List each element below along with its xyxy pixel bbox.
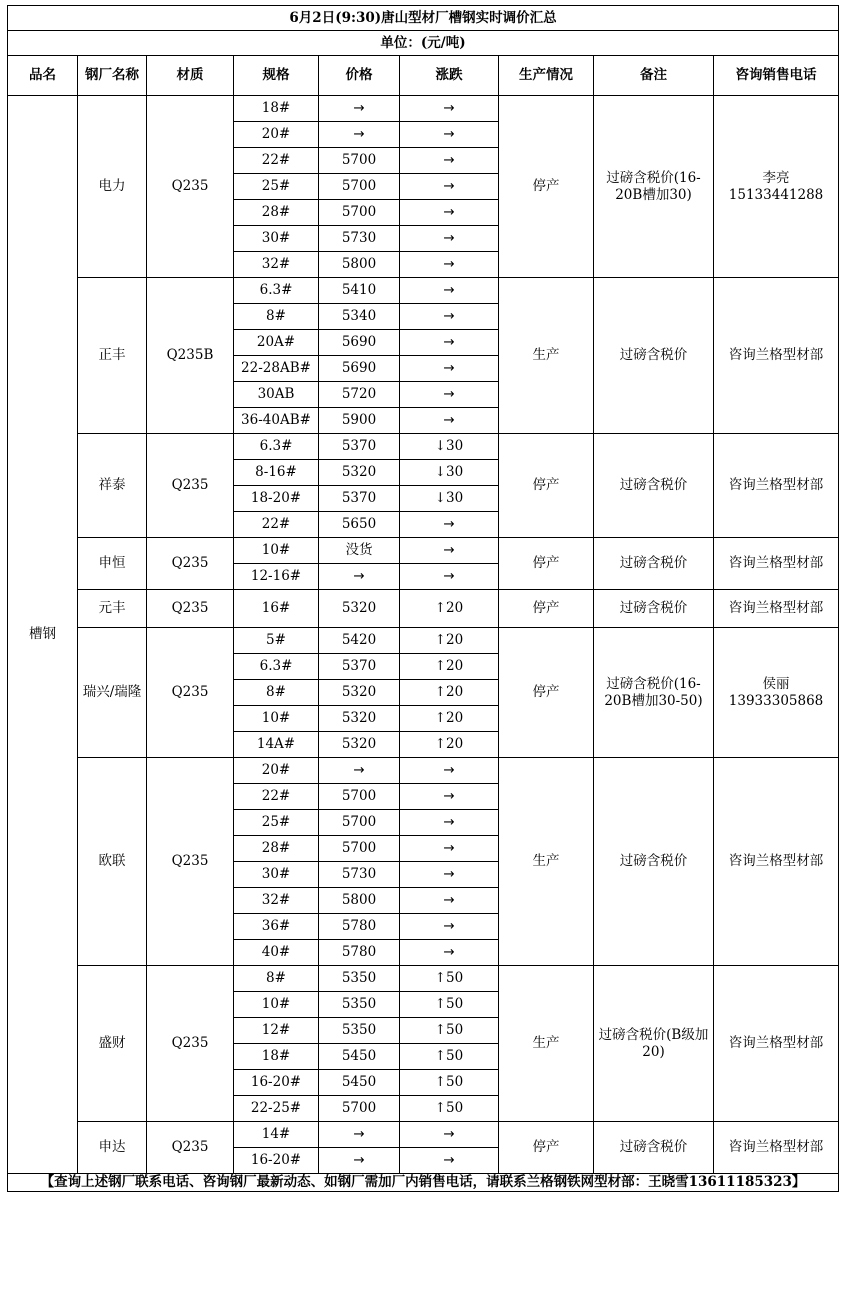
header-material: 材质 [147,56,234,96]
price-change: ↑50 [400,1018,499,1044]
spec: 16-20# [234,1070,319,1096]
price: 5320 [319,590,400,628]
spec: 25# [234,174,319,200]
price-change: ↑20 [400,732,499,758]
price: 没货 [319,538,400,564]
price-change: → [400,836,499,862]
header-spec: 规格 [234,56,319,96]
price-change: ↓30 [400,460,499,486]
price-change: ↑20 [400,628,499,654]
table-row [8,628,839,654]
price: 5800 [319,252,400,278]
price-change: → [400,226,499,252]
sales-contact [714,278,839,434]
price-change: ↑20 [400,654,499,680]
price: 5700 [319,810,400,836]
mill-name: 盛财 [78,966,147,1122]
spec: 18-20# [234,486,319,512]
spec: 32# [234,888,319,914]
price-change: → [400,278,499,304]
spec: 12# [234,1018,319,1044]
spec: 28# [234,836,319,862]
price: 5690 [319,356,400,382]
spec: 36-40AB# [234,408,319,434]
spec: 22-28AB# [234,356,319,382]
mill-name: 电力 [78,96,147,278]
header-production: 生产情况 [499,56,594,96]
price-change: → [400,888,499,914]
price: 5700 [319,1096,400,1122]
price-change: → [400,940,499,966]
production-status: 停产 [499,434,594,538]
spec: 18# [234,96,319,122]
material: Q235 [147,1122,234,1174]
mill-name: 申恒 [78,538,147,590]
spec: 18# [234,1044,319,1070]
production-status: 停产 [499,538,594,590]
price: 5700 [319,200,400,226]
contact-name: 侯丽 [762,675,790,692]
spec: 20# [234,758,319,784]
contact-phone: 13933305868 [728,692,824,709]
spec: 14A# [234,732,319,758]
header-price: 价格 [319,56,400,96]
header-change: 涨跌 [400,56,499,96]
table-row [8,96,839,122]
spec: 6.3# [234,654,319,680]
price-change: ↑20 [400,590,499,628]
price-change: → [400,96,499,122]
spec: 8# [234,966,319,992]
price: 5450 [319,1070,400,1096]
spec: 20A# [234,330,319,356]
production-status: 生产 [499,758,594,966]
price-change: → [400,810,499,836]
spec: 14# [234,1122,319,1148]
contact-name: 咨询兰格型材部 [728,1035,824,1051]
table-row [8,758,839,784]
contact-name: 咨询兰格型材部 [728,555,824,571]
price-change: → [400,538,499,564]
contact-name: 李亮 [762,169,790,186]
price: 5800 [319,888,400,914]
production-status: 停产 [499,590,594,628]
production-status: 停产 [499,628,594,758]
production-status: 生产 [499,278,594,434]
contact-name: 咨询兰格型材部 [728,477,824,493]
price: 5370 [319,654,400,680]
price: 5420 [319,628,400,654]
spec: 8# [234,304,319,330]
mill-name: 欧联 [78,758,147,966]
price: 5320 [319,706,400,732]
price: 5730 [319,862,400,888]
sales-contact [714,1122,839,1174]
spec: 22# [234,512,319,538]
price: 5780 [319,940,400,966]
sales-contact [714,96,839,278]
header-remark: 备注 [594,56,714,96]
sales-contact [714,538,839,590]
remark: 过磅含税价 [594,1122,714,1174]
contact-name: 咨询兰格型材部 [728,347,824,363]
price-change: ↑20 [400,680,499,706]
price: 5900 [319,408,400,434]
price: 5320 [319,460,400,486]
price-change: ↑50 [400,1070,499,1096]
material: Q235B [147,278,234,434]
header-mill: 钢厂名称 [78,56,147,96]
material: Q235 [147,628,234,758]
sales-contact [714,434,839,538]
material: Q235 [147,966,234,1122]
spec: 8-16# [234,460,319,486]
sales-contact [714,628,839,758]
header-contact: 咨询销售电话 [714,56,839,96]
price: 5700 [319,784,400,810]
table-row [8,1122,839,1148]
spec: 10# [234,992,319,1018]
material: Q235 [147,590,234,628]
price-change: → [400,784,499,810]
price-change: → [400,1122,499,1148]
spec: 22# [234,784,319,810]
price: → [319,1122,400,1148]
table-row [8,434,839,460]
spec: 32# [234,252,319,278]
remark: 过磅含税价(16-20B槽加30-50) [594,628,714,758]
contact-name: 咨询兰格型材部 [728,853,824,869]
price: → [319,1148,400,1174]
spec: 40# [234,940,319,966]
spec: 6.3# [234,278,319,304]
price: 5650 [319,512,400,538]
mill-name: 申达 [78,1122,147,1174]
contact-name: 咨询兰格型材部 [728,1139,824,1155]
spec: 16# [234,590,319,628]
mill-name: 祥泰 [78,434,147,538]
price: 5700 [319,836,400,862]
remark: 过磅含税价 [594,590,714,628]
price-change: → [400,356,499,382]
material: Q235 [147,96,234,278]
price-change: → [400,174,499,200]
production-status: 停产 [499,96,594,278]
price-change: → [400,252,499,278]
remark: 过磅含税价 [594,278,714,434]
product-name: 槽钢 [8,96,78,1174]
price-change: → [400,304,499,330]
price-change: → [400,148,499,174]
contact-phone: 15133441288 [728,186,824,203]
spec: 30# [234,226,319,252]
spec: 5# [234,628,319,654]
sales-contact [714,590,839,628]
price-change: → [400,1148,499,1174]
production-status: 停产 [499,1122,594,1174]
price: 5320 [319,680,400,706]
material: Q235 [147,434,234,538]
remark: 过磅含税价(16-20B槽加30) [594,96,714,278]
page-title: 6月2日(9:30)唐山型材厂槽钢实时调价汇总 [8,6,839,31]
price-change: → [400,382,499,408]
price-change: ↑50 [400,966,499,992]
price: 5700 [319,148,400,174]
price: 5730 [319,226,400,252]
table-row [8,590,839,628]
remark: 过磅含税价 [594,758,714,966]
material: Q235 [147,538,234,590]
spec: 20# [234,122,319,148]
price-change: → [400,862,499,888]
remark: 过磅含税价(B级加20) [594,966,714,1122]
price-change: ↑50 [400,992,499,1018]
mill-name: 正丰 [78,278,147,434]
price: → [319,96,400,122]
price-change: → [400,758,499,784]
price: 5370 [319,486,400,512]
contact-name: 咨询兰格型材部 [728,600,824,616]
spec: 12-16# [234,564,319,590]
price: 5340 [319,304,400,330]
spec: 8# [234,680,319,706]
material: Q235 [147,758,234,966]
table-row [8,966,839,992]
remark: 过磅含税价 [594,538,714,590]
spec: 10# [234,538,319,564]
price-change: ↑50 [400,1044,499,1070]
price-change: → [400,564,499,590]
spec: 28# [234,200,319,226]
price-table [7,5,839,1192]
price-change: ↑50 [400,1096,499,1122]
price-change: → [400,122,499,148]
price: 5700 [319,174,400,200]
remark: 过磅含税价 [594,434,714,538]
price: 5350 [319,992,400,1018]
price: → [319,758,400,784]
table-row [8,278,839,304]
unit-label: 单位：(元/吨) [8,31,839,56]
price: 5370 [319,434,400,460]
spec: 30# [234,862,319,888]
price: 5690 [319,330,400,356]
price: 5350 [319,966,400,992]
price-change: → [400,512,499,538]
spec: 22# [234,148,319,174]
spec: 30AB [234,382,319,408]
price-change: ↓30 [400,434,499,460]
sales-contact [714,758,839,966]
production-status: 生产 [499,966,594,1122]
spec: 16-20# [234,1148,319,1174]
price-change: → [400,914,499,940]
header-product: 品名 [8,56,78,96]
spec: 22-25# [234,1096,319,1122]
price-change: → [400,200,499,226]
price: 5410 [319,278,400,304]
price: → [319,122,400,148]
price: 5320 [319,732,400,758]
mill-name: 瑞兴/瑞隆 [78,628,147,758]
spec: 36# [234,914,319,940]
price-change: → [400,408,499,434]
spec: 10# [234,706,319,732]
price: 5350 [319,1018,400,1044]
price: 5450 [319,1044,400,1070]
sales-contact [714,966,839,1122]
price-change: ↑20 [400,706,499,732]
spec: 6.3# [234,434,319,460]
table-row [8,538,839,564]
price: 5780 [319,914,400,940]
price-change: ↓30 [400,486,499,512]
spec: 25# [234,810,319,836]
price: → [319,564,400,590]
footer-note: 【查询上述钢厂联系电话、咨询钢厂最新动态、如钢厂需加厂内销售电话，请联系兰格钢铁网型材部：王晓雪13611185323】 [8,1174,839,1192]
price-change: → [400,330,499,356]
mill-name: 元丰 [78,590,147,628]
price: 5720 [319,382,400,408]
